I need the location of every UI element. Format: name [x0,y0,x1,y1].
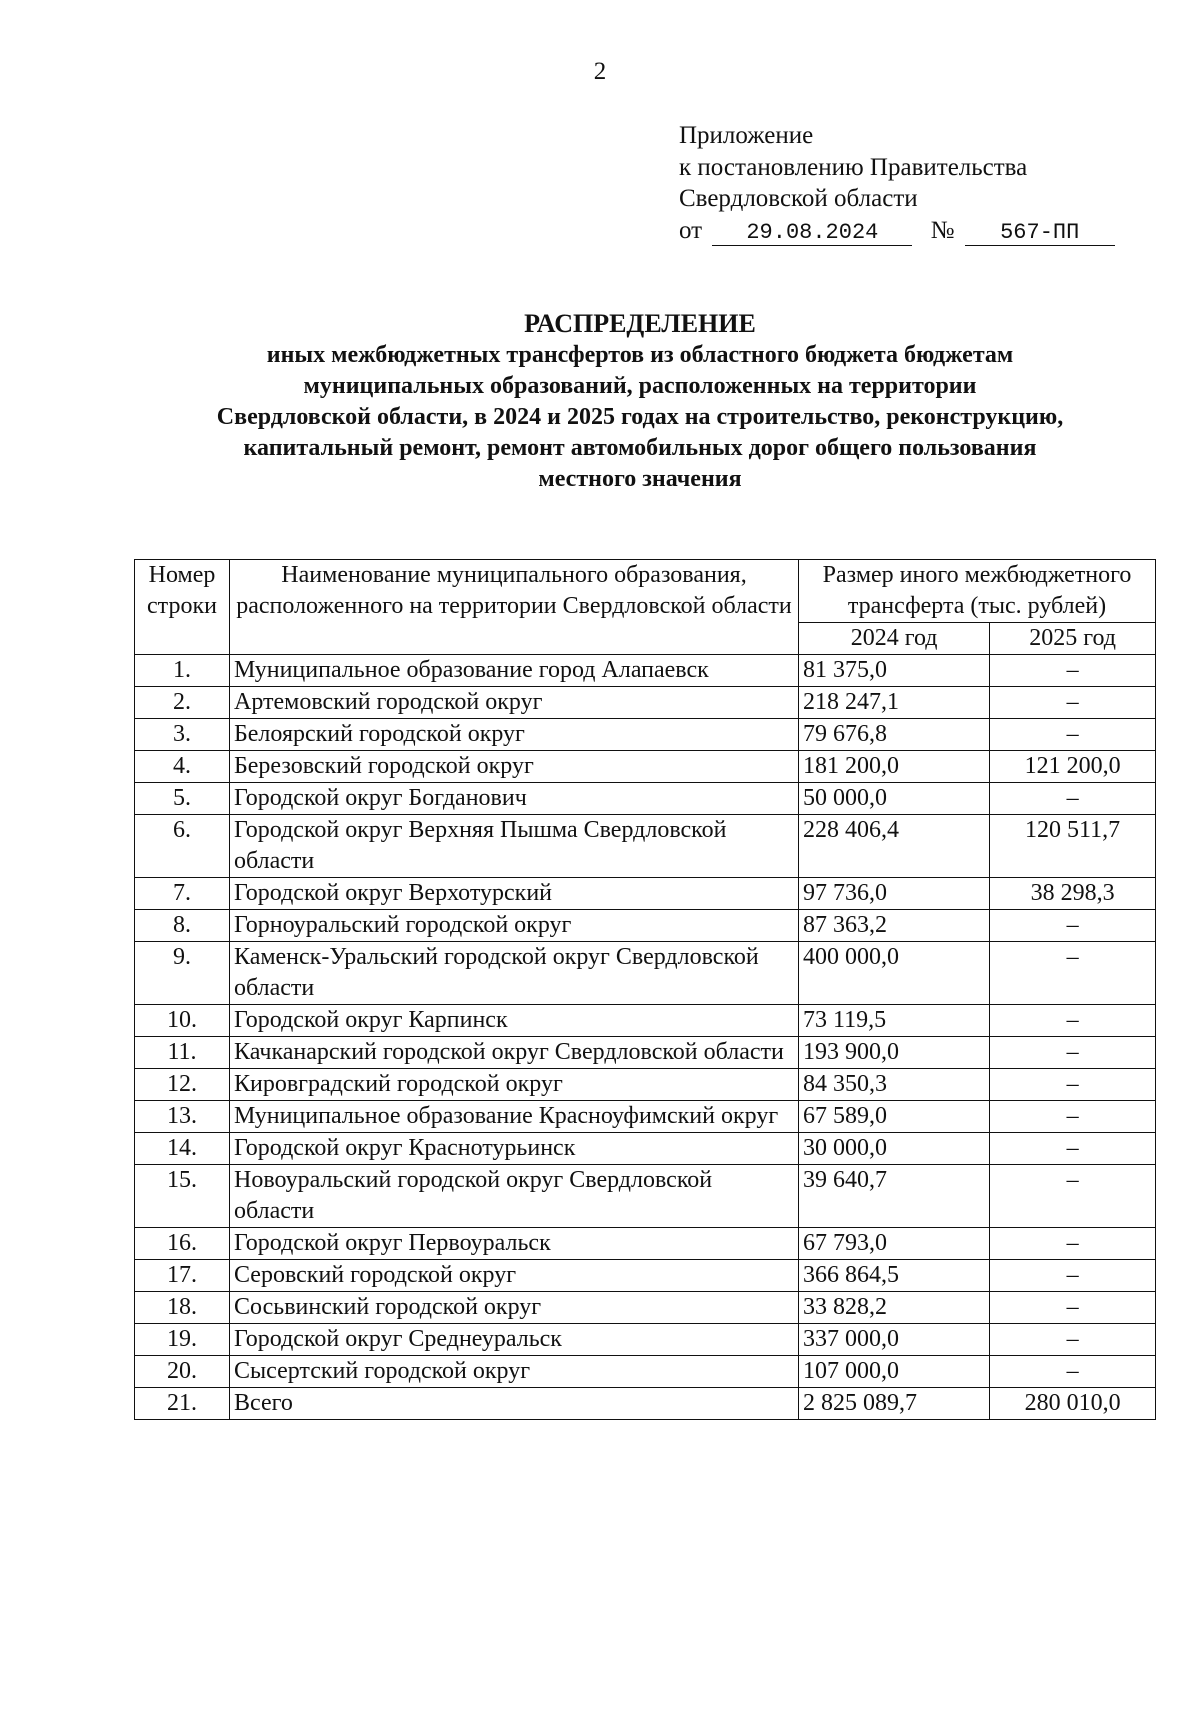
value-2024-cell: 193 900,0 [799,1037,990,1069]
municipality-name-cell: Горноуральский городской округ [230,910,799,942]
table-row [135,1292,1156,1324]
row-number-cell: 21. [135,1388,230,1420]
value-2024-cell: 337 000,0 [799,1324,990,1356]
value-2025-cell: – [990,783,1156,815]
value-2025-cell: 121 200,0 [990,751,1156,783]
value-2024-cell: 400 000,0 [799,942,990,1005]
title-line-5: местного значения [538,466,742,492]
row-number-cell: 19. [135,1324,230,1356]
table-row [135,878,1156,910]
table-header-row [135,560,1156,623]
value-2024-cell: 218 247,1 [799,687,990,719]
row-number-cell: 10. [135,1005,230,1037]
value-2024-cell: 33 828,2 [799,1292,990,1324]
municipality-name-cell: Всего [230,1388,799,1420]
row-number-cell: 20. [135,1356,230,1388]
row-number-cell: 4. [135,751,230,783]
appendix-block [679,120,1115,246]
title-line-1: иных межбюджетных трансфертов из областного бюджета бюджетам [266,342,1014,368]
value-2025-cell: 38 298,3 [990,878,1156,910]
row-number-cell: 16. [135,1228,230,1260]
row-number-cell: 18. [135,1292,230,1324]
table-row [135,1101,1156,1133]
table-body [135,655,1156,1420]
value-2024-cell: 79 676,8 [799,719,990,751]
row-number-cell: 13. [135,1101,230,1133]
title-line-4: капитальный ремонт, ремонт автомобильных дорог общего пользования [243,435,1037,461]
value-2024-cell: 67 793,0 [799,1228,990,1260]
row-number-cell: 12. [135,1069,230,1101]
appendix-line-1: Приложение [679,122,814,149]
value-2025-cell: – [990,1101,1156,1133]
table-row [135,1037,1156,1069]
table-row [135,751,1156,783]
table-row [135,1356,1156,1388]
title-line-2: муниципальных образований, расположенных на территории [303,373,977,399]
municipality-name-cell: Каменск-Уральский городской округ Свердловской области [230,942,799,1005]
value-2024-cell: 67 589,0 [799,1101,990,1133]
appendix-line-3: Свердловской области [679,185,918,212]
table-row [135,942,1156,1005]
table-row [135,783,1156,815]
row-number-cell: 3. [135,719,230,751]
value-2025-cell: 280 010,0 [990,1388,1156,1420]
value-2024-cell: 73 119,5 [799,1005,990,1037]
municipality-name-cell: Городской округ Среднеуральск [230,1324,799,1356]
table-row [135,719,1156,751]
appendix-date-line [679,215,1115,247]
title-line-3: Свердловской области, в 2024 и 2025 годах на строительство, реконструкцию, [216,404,1064,430]
row-number-cell: 2. [135,687,230,719]
municipality-name-cell: Муниципальное образование Красноуфимский округ [230,1101,799,1133]
municipality-name-cell: Сысертский городской округ [230,1356,799,1388]
row-number-cell: 11. [135,1037,230,1069]
municipality-name-cell: Новоуральский городской округ Свердловской области [230,1165,799,1228]
value-2025-cell: – [990,942,1156,1005]
table-row [135,815,1156,878]
table-row-total [135,1388,1156,1420]
table-row [135,1005,1156,1037]
row-number-cell: 15. [135,1165,230,1228]
municipality-name-cell: Серовский городской округ [230,1260,799,1292]
value-2025-cell: – [990,1324,1156,1356]
value-2024-cell: 2 825 089,7 [799,1388,990,1420]
header-year-2025: 2025 год [990,623,1156,655]
row-number-cell: 17. [135,1260,230,1292]
municipality-name-cell: Городской округ Верхняя Пышма Свердловской области [230,815,799,878]
municipality-name-cell: Сосьвинский городской округ [230,1292,799,1324]
municipality-name-cell: Березовский городской округ [230,751,799,783]
value-2024-cell: 30 000,0 [799,1133,990,1165]
header-row-number: Номер строки [135,560,230,655]
value-2025-cell: – [990,1228,1156,1260]
value-2025-cell: – [990,655,1156,687]
value-2025-cell: – [990,1165,1156,1228]
municipality-name-cell: Городской округ Богданович [230,783,799,815]
header-year-2024: 2024 год [799,623,990,655]
table-row [135,1228,1156,1260]
value-2025-cell: – [990,687,1156,719]
value-2024-cell: 39 640,7 [799,1165,990,1228]
header-transfer-size: Размер иного межбюджетного трансферта (тыс. рублей) [799,560,1156,623]
number-prefix: № [930,216,955,244]
municipality-name-cell: Городской округ Карпинск [230,1005,799,1037]
table-row [135,1133,1156,1165]
municipality-name-cell: Белоярский городской округ [230,719,799,751]
document-title [90,308,1190,495]
value-2024-cell: 366 864,5 [799,1260,990,1292]
value-2024-cell: 107 000,0 [799,1356,990,1388]
row-number-cell: 14. [135,1133,230,1165]
value-2024-cell: 228 406,4 [799,815,990,878]
row-number-cell: 1. [135,655,230,687]
value-2025-cell: – [990,719,1156,751]
date-prefix: от [679,216,703,244]
number-value: 567-ПП [965,221,1115,246]
row-number-cell: 8. [135,910,230,942]
municipality-name-cell: Муниципальное образование город Алапаевск [230,655,799,687]
table-row [135,910,1156,942]
table-row [135,1165,1156,1228]
value-2024-cell: 181 200,0 [799,751,990,783]
value-2024-cell: 81 375,0 [799,655,990,687]
municipality-name-cell: Городской округ Верхотурский [230,878,799,910]
table-row [135,1260,1156,1292]
title-heading: РАСПРЕДЕЛЕНИЕ [524,309,756,338]
value-2024-cell: 87 363,2 [799,910,990,942]
row-number-cell: 7. [135,878,230,910]
page-number: 2 [593,58,607,85]
value-2025-cell: 120 511,7 [990,815,1156,878]
value-2025-cell: – [990,1037,1156,1069]
municipality-name-cell: Качканарский городской округ Свердловской области [230,1037,799,1069]
value-2025-cell: – [990,1133,1156,1165]
municipality-name-cell: Кировградский городской округ [230,1069,799,1101]
row-number-cell: 5. [135,783,230,815]
value-2025-cell: – [990,1069,1156,1101]
value-2025-cell: – [990,1260,1156,1292]
value-2025-cell: – [990,1005,1156,1037]
row-number-cell: 9. [135,942,230,1005]
table-row [135,1069,1156,1101]
header-municipality-name: Наименование муниципального образования, расположенного на территории Свердловской области [230,560,799,655]
value-2025-cell: – [990,910,1156,942]
municipality-name-cell: Артемовский городской округ [230,687,799,719]
value-2024-cell: 97 736,0 [799,878,990,910]
value-2024-cell: 84 350,3 [799,1069,990,1101]
table-row [135,655,1156,687]
date-value: 29.08.2024 [712,221,912,246]
value-2025-cell: – [990,1292,1156,1324]
table-row [135,687,1156,719]
value-2024-cell: 50 000,0 [799,783,990,815]
distribution-table [134,559,1156,1420]
row-number-cell: 6. [135,815,230,878]
municipality-name-cell: Городской округ Первоуральск [230,1228,799,1260]
municipality-name-cell: Городской округ Краснотурьинск [230,1133,799,1165]
table-row [135,1324,1156,1356]
value-2025-cell: – [990,1356,1156,1388]
appendix-line-2: к постановлению Правительства [679,153,1028,181]
